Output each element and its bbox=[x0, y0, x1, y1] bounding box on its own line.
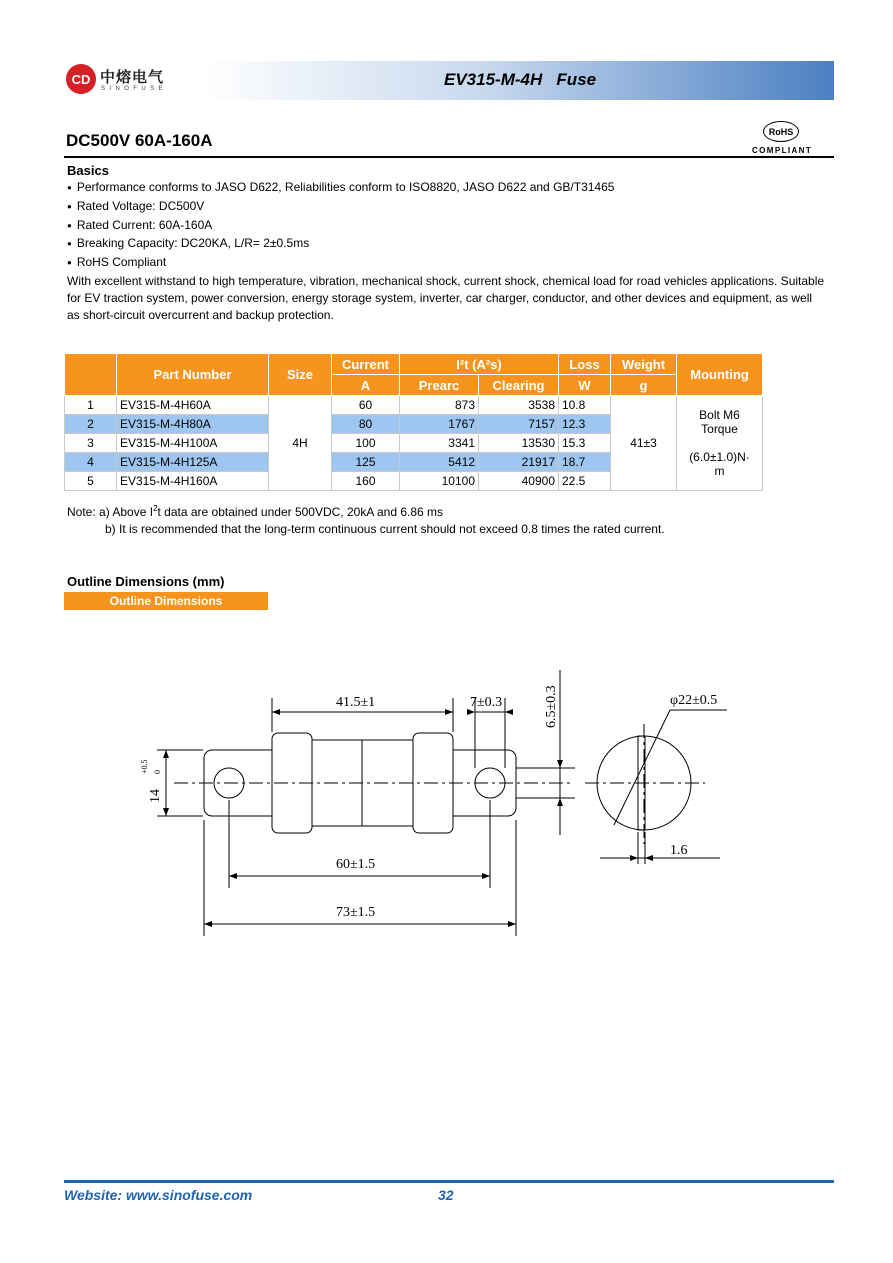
header-part-number: Part Number bbox=[117, 354, 269, 396]
rohs-badge: RoHS bbox=[763, 121, 799, 142]
dim-body-length: 41.5±1 bbox=[336, 695, 376, 710]
dim-thickness-offset: 6.5±0.3 bbox=[544, 685, 559, 728]
dim-overall-length: 73±1.5 bbox=[336, 905, 376, 920]
list-item: ● Rated Voltage: DC500V bbox=[67, 198, 827, 217]
list-item: ● Breaking Capacity: DC20KA, L/R= 2±0.5ms bbox=[67, 235, 827, 254]
clearing-value: 3538 bbox=[479, 396, 559, 415]
outline-heading: Outline Dimensions (mm) bbox=[67, 574, 225, 589]
header-clearing: Clearing bbox=[479, 375, 559, 396]
dim-tab-width: 7±0.3 bbox=[470, 695, 503, 710]
logo bbox=[66, 64, 176, 98]
footer-website[interactable]: Website: www.sinofuse.com bbox=[64, 1187, 253, 1203]
header-index bbox=[65, 354, 117, 396]
prearc-value: 3341 bbox=[400, 434, 479, 453]
table-row bbox=[65, 396, 763, 415]
dim-height-tol-upper: +0.5 bbox=[140, 759, 149, 774]
row-index: 2 bbox=[65, 415, 117, 434]
section-divider bbox=[64, 156, 834, 158]
part-number: EV315-M-4H125A bbox=[117, 453, 269, 472]
table-notes bbox=[67, 500, 665, 538]
spec-table bbox=[64, 353, 763, 491]
loss-value: 22.5 bbox=[559, 472, 611, 491]
mounting-line: m bbox=[714, 464, 725, 478]
row-index: 5 bbox=[65, 472, 117, 491]
current-value: 80 bbox=[332, 415, 400, 434]
part-number: EV315-M-4H80A bbox=[117, 415, 269, 434]
header-size: Size bbox=[269, 354, 332, 396]
prearc-value: 5412 bbox=[400, 453, 479, 472]
loss-value: 18.7 bbox=[559, 453, 611, 472]
prearc-value: 1767 bbox=[400, 415, 479, 434]
mounting-line: (6.0±1.0)N· bbox=[689, 450, 750, 464]
dim-tab-thickness: 1.6 bbox=[670, 843, 688, 858]
rohs-compliant-label: COMPLIANT bbox=[752, 146, 813, 155]
weight-value: 41±3 bbox=[611, 396, 677, 491]
current-value: 160 bbox=[332, 472, 400, 491]
current-value: 60 bbox=[332, 396, 400, 415]
rohs-logo bbox=[752, 119, 813, 157]
loss-value: 12.3 bbox=[559, 415, 611, 434]
basics-list bbox=[67, 179, 827, 273]
clearing-value: 13530 bbox=[479, 434, 559, 453]
current-value: 100 bbox=[332, 434, 400, 453]
loss-value: 15.3 bbox=[559, 434, 611, 453]
part-number: EV315-M-4H160A bbox=[117, 472, 269, 491]
basics-section bbox=[67, 163, 827, 323]
header-weight-unit: g bbox=[611, 375, 677, 396]
mounting-line: Bolt M6 bbox=[699, 408, 740, 422]
logo-chinese-name: 中熔电气 bbox=[100, 69, 165, 86]
document-title: EV315-M-4H Fuse bbox=[444, 70, 597, 89]
note-a: Note: a) Above $I^2t$ data are obtained under 500VDC, 20kA and 6.86 ms bbox=[67, 504, 444, 519]
list-item: ● Rated Current: 60A-160A bbox=[67, 217, 827, 236]
basics-description: With excellent withstand to high temperature, vibration, mechanical shock, current shock, chemical load for road vehicles applications. Suitable for EV traction system, power conversion, energy storage system, inverter, car charger, conductor, and other devices and equipment, as well as short-circuit overcurrent and backup protection. bbox=[67, 273, 825, 322]
outline-drawing bbox=[130, 660, 730, 940]
dim-hole-span: 60±1.5 bbox=[336, 857, 376, 872]
clearing-value: 40900 bbox=[479, 472, 559, 491]
size-value: 4H bbox=[269, 396, 332, 491]
row-index: 3 bbox=[65, 434, 117, 453]
header-loss-unit: W bbox=[559, 375, 611, 396]
footer-rule bbox=[64, 1180, 834, 1183]
prearc-value: 10100 bbox=[400, 472, 479, 491]
clearing-value: 21917 bbox=[479, 453, 559, 472]
header-current: Current bbox=[332, 354, 400, 375]
rating-subtitle: DC500V 60A-160A bbox=[66, 131, 213, 150]
clearing-value: 7157 bbox=[479, 415, 559, 434]
prearc-value: 873 bbox=[400, 396, 479, 415]
list-item: ● RoHS Compliant bbox=[67, 254, 827, 273]
header-prearc: Prearc bbox=[400, 375, 479, 396]
note-b: b) It is recommended that the long-term continuous current should not exceed 0.8 times the rated current. bbox=[105, 522, 665, 536]
logo-english-name: SINOFUSE bbox=[101, 86, 167, 92]
loss-value: 10.8 bbox=[559, 396, 611, 415]
header-loss: Loss bbox=[559, 354, 611, 375]
list-item: ● Performance conforms to JASO D622, Reliabilities conform to ISO8820, JASO D622 and GB/T31465 bbox=[67, 179, 827, 198]
header-weight: Weight bbox=[611, 354, 677, 375]
row-index: 1 bbox=[65, 396, 117, 415]
page-number: 32 bbox=[438, 1187, 454, 1203]
dim-height: 14 bbox=[148, 789, 163, 803]
part-number: EV315-M-4H60A bbox=[117, 396, 269, 415]
row-index: 4 bbox=[65, 453, 117, 472]
current-value: 125 bbox=[332, 453, 400, 472]
dim-diameter: φ22±0.5 bbox=[670, 693, 718, 708]
part-number: EV315-M-4H100A bbox=[117, 434, 269, 453]
header-i2t: I²t (A²s) bbox=[400, 354, 559, 375]
header-current-unit: A bbox=[332, 375, 400, 396]
mounting-value bbox=[677, 396, 763, 491]
outline-label-bar: Outline Dimensions bbox=[64, 592, 268, 610]
dim-height-tol-lower: 0 bbox=[153, 770, 162, 774]
header-mounting: Mounting bbox=[677, 354, 763, 396]
mounting-line: Torque bbox=[701, 422, 738, 436]
logo-mark: CD bbox=[66, 64, 96, 94]
basics-heading: Basics bbox=[67, 163, 109, 178]
